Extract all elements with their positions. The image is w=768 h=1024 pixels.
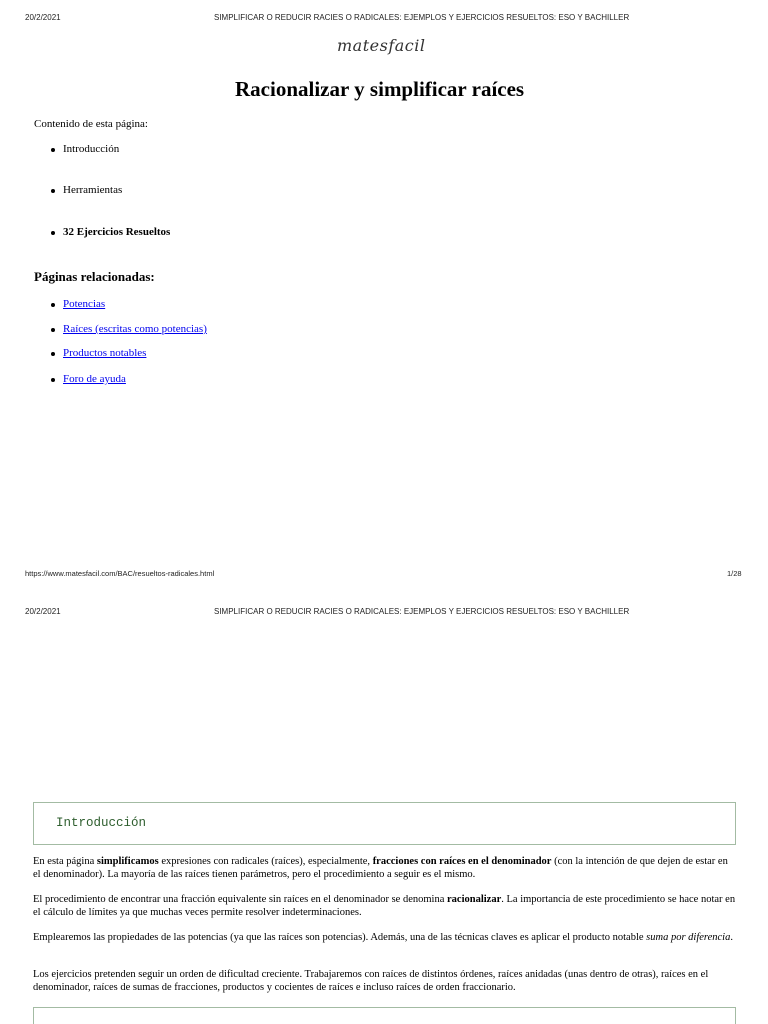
bold-term: fracciones con raíces en el denominador xyxy=(372,856,552,867)
italic-term: suma por diferencia xyxy=(646,932,731,943)
text-segment: El procedimiento de encontrar una fracción equivalente sin raíces en el denominador se denomina xyxy=(33,894,448,905)
text-segment: . xyxy=(730,932,733,943)
intro-paragraph-2 xyxy=(33,894,738,919)
contents-item-ejercicios: 32 Ejercicios Resueltos xyxy=(63,226,171,238)
bullet xyxy=(51,189,55,193)
link-raices[interactable]: Raíces (escritas como potencias) xyxy=(63,323,207,335)
page-title: Racionalizar y simplificar raíces xyxy=(235,77,525,101)
intro-paragraph-1 xyxy=(33,856,738,881)
bullet xyxy=(51,378,55,382)
text-segment: expresiones con radicales (raíces), especialmente, xyxy=(158,856,373,867)
page2-header-date: 20/2/2021 xyxy=(25,607,61,616)
text-segment: En esta página xyxy=(33,856,97,867)
section-heading-box-next xyxy=(33,1007,736,1024)
page1-header-date: 20/2/2021 xyxy=(25,13,61,22)
text-segment: (con la intención de que dejen de estar en el denominador). La mayoría de las raíces tienen parámetros, pero el procedimiento a seguir es el mismo. xyxy=(33,856,728,880)
footer-page-number: 1/28 xyxy=(727,569,742,578)
bullet xyxy=(51,328,55,332)
site-logo[interactable]: matesfacil xyxy=(337,36,426,55)
bold-term: racionalizar xyxy=(447,894,502,905)
link-productos-notables[interactable]: Productos notables xyxy=(63,347,147,359)
bullet xyxy=(51,148,55,152)
footer-url: https://www.matesfacil.com/BAC/resueltos-radicales.html xyxy=(25,569,215,578)
contents-item-introduccion: Introducción xyxy=(63,143,120,155)
text-segment: Emplearemos las propiedades de las potencias (ya que las raíces son potencias). Además, una de las técnicas claves es aplicar el producto notable xyxy=(33,932,647,943)
page2-header-title: SIMPLIFICAR O REDUCIR RACIES O RADICALES: EJEMPLOS Y EJERCICIOS RESUELTOS: ESO Y BACHILLER xyxy=(214,607,630,616)
contents-label: Contenido de esta página: xyxy=(34,118,148,130)
bullet xyxy=(51,231,55,235)
bold-term: simplificamos xyxy=(96,856,159,867)
section-heading-introduccion: Introducción xyxy=(56,816,147,830)
page1-header-title: SIMPLIFICAR O REDUCIR RACIES O RADICALES: EJEMPLOS Y EJERCICIOS RESUELTOS: ESO Y BACHILLER xyxy=(214,13,630,22)
bullet xyxy=(51,352,55,356)
related-pages-heading: Páginas relacionadas: xyxy=(34,269,155,284)
text-segment: Los ejercicios pretenden seguir un orden de dificultad creciente. Trabajaremos con raíces de distintos órdenes, raíces anidadas (unas dentro de otras), raíces en el denominador, raíces de sumas de fracciones, productos y cocientes de raíces e incluso raíces de orden fraccionario. xyxy=(33,969,709,993)
section-heading-box xyxy=(33,802,736,845)
bullet xyxy=(51,303,55,307)
intro-paragraph-3 xyxy=(33,932,738,945)
contents-item-herramientas: Herramientas xyxy=(63,184,123,196)
intro-paragraph-4 xyxy=(33,969,738,994)
link-potencias[interactable]: Potencias xyxy=(63,298,106,310)
link-foro-de-ayuda[interactable]: Foro de ayuda xyxy=(63,373,126,385)
text-segment: . La importancia de este procedimiento se hace notar en el cálculo de límites ya que muchas veces permite resolver indeterminaciones. xyxy=(33,894,736,918)
